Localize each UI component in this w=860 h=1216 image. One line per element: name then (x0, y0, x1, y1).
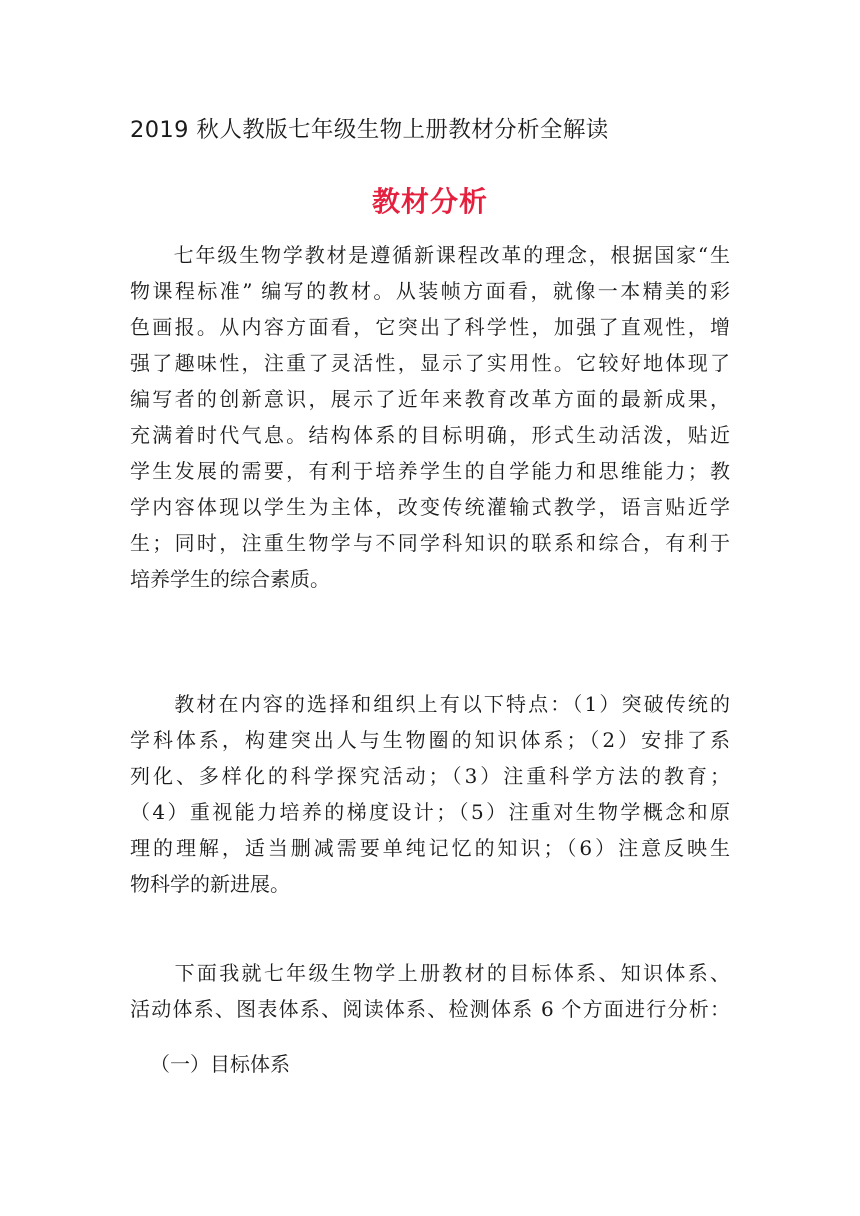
paragraph-line: 色画报。从内容方面看，它突出了科学性，加强了直观性，增 (130, 315, 730, 339)
paragraph-line: 物科学的新进展。 (130, 872, 290, 896)
paragraph-line: （4）重视能力培养的梯度设计；（5）注重对生物学概念和原 (130, 800, 730, 824)
paragraph-line: 学内容体现以学生为主体，改变传统灌输式教学，语言贴近学 (130, 495, 730, 519)
paragraph-line: 学生发展的需要，有利于培养学生的自学能力和思维能力；教 (130, 459, 730, 483)
section-heading: 教材分析 (371, 185, 488, 218)
paragraph-line: 七年级生物学教材是遵循新课程改革的理念，根据国家“生 (130, 243, 730, 267)
paragraph-line: 教材在内容的选择和组织上有以下特点：（1）突破传统的 (130, 692, 730, 716)
paragraph-line: 物课程标准” 编写的教材。从装帧方面看，就像一本精美的彩 (130, 279, 730, 303)
paragraph-outline (130, 955, 730, 1027)
subsection-heading: （一）目标体系 (150, 1052, 290, 1076)
paragraph-line: 生；同时，注重生物学与不同学科知识的联系和综合，有利于 (130, 531, 730, 555)
paragraph-line: 列化、多样化的科学探究活动；（3）注重科学方法的教育； (130, 764, 730, 788)
paragraph-line: 充满着时代气息。结构体系的目标明确，形式生动活泼，贴近 (130, 423, 730, 447)
paragraph-line: 理的理解，适当删减需要单纯记忆的知识；（6）注意反映生 (130, 836, 730, 860)
paragraph-features (130, 686, 730, 902)
paragraph-line: 培养学生的综合素质。 (130, 567, 330, 591)
paragraph-line: 学科体系，构建突出人与生物圈的知识体系；（2）安排了系 (130, 728, 730, 752)
paragraph-line: 强了趣味性，注重了灵活性，显示了实用性。它较好地体现了 (130, 351, 730, 375)
paragraph-line: 活动体系、图表体系、阅读体系、检测体系 6 个方面进行分析： (130, 997, 730, 1021)
paragraph-intro (130, 237, 730, 597)
paragraph-line: 下面我就七年级生物学上册教材的目标体系、知识体系、 (130, 961, 730, 985)
document-title: 2019 秋人教版七年级生物上册教材分析全解读 (130, 117, 609, 143)
paragraph-line: 编写者的创新意识，展示了近年来教育改革方面的最新成果， (130, 387, 730, 411)
